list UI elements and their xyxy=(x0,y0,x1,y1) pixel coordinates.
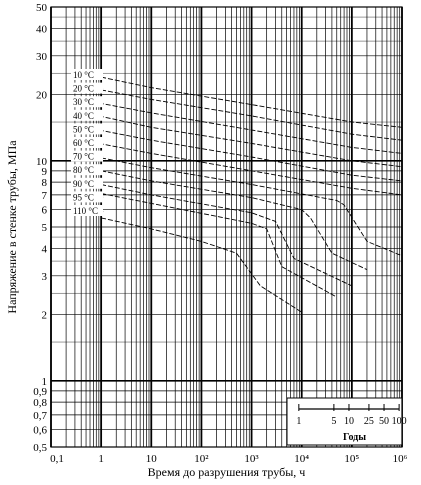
y-tick-label: 40 xyxy=(36,23,47,36)
years-tick-label: 10 xyxy=(343,416,354,427)
y-tick-label: 4 xyxy=(41,243,47,256)
series-line xyxy=(99,116,402,167)
x-axis-title: Время до разрушения трубы, ч xyxy=(147,465,306,479)
years-scale xyxy=(287,398,407,445)
y-tick-label: 50 xyxy=(36,2,47,14)
x-tick-label: 10 xyxy=(145,453,157,465)
grid xyxy=(51,7,402,447)
y-tick-label: 6 xyxy=(41,204,47,217)
y-axis-title: Напряжение в стенке трубы, МПа xyxy=(5,140,19,314)
series-label: 40 °C xyxy=(73,110,94,121)
series-label: 60 °C xyxy=(73,138,94,148)
series-label: 10 °C xyxy=(73,70,94,80)
x-tick-label: 10⁴ xyxy=(294,453,310,465)
y-tick-label: 0,9 xyxy=(33,385,47,398)
series-label: 50 °C xyxy=(73,124,94,135)
series-label: 30 °C xyxy=(73,97,94,108)
x-tick-label: 10⁵ xyxy=(344,453,360,465)
x-tick-label: 1 xyxy=(98,453,104,465)
series-line xyxy=(99,143,402,195)
x-tick-label: 10² xyxy=(194,453,209,465)
y-tick-label: 5 xyxy=(41,222,47,234)
x-tick-label: 0,1 xyxy=(50,453,64,465)
years-tick-label: 5 xyxy=(331,416,337,427)
series-label: 70 °C xyxy=(73,151,94,162)
y-tick-label: 7 xyxy=(41,189,47,202)
y-tick-label: 1 xyxy=(41,375,47,388)
y-tick-label: 10 xyxy=(36,155,47,168)
y-tick-label: 0,7 xyxy=(33,409,47,422)
series-label: 95 °C xyxy=(73,192,94,203)
x-tick-label: 10⁶ xyxy=(392,453,408,465)
series-line xyxy=(99,103,402,153)
y-tick-label: 20 xyxy=(36,89,47,102)
y-tick-label: 0,6 xyxy=(33,424,47,437)
series-label: 90 °C xyxy=(73,178,94,189)
y-tick-label: 2 xyxy=(41,309,47,322)
y-tick-label: 0,5 xyxy=(33,442,47,454)
series-label: 110 °C xyxy=(73,206,99,216)
years-title: Годы xyxy=(342,432,367,443)
y-tick-label: 9 xyxy=(41,165,47,178)
years-tick-label: 50 xyxy=(379,416,390,427)
series-line xyxy=(101,185,352,286)
years-tick-label: 1 xyxy=(296,416,302,427)
y-tick-label: 8 xyxy=(41,177,47,190)
series-line xyxy=(99,130,402,181)
years-tick-label: 100 xyxy=(391,416,407,427)
x-tick-label: 10³ xyxy=(244,453,259,465)
temperature-labels xyxy=(71,69,103,218)
years-tick-label: 25 xyxy=(363,416,374,427)
y-tick-label: 0,8 xyxy=(33,397,47,410)
series-label: 20 °C xyxy=(73,83,94,94)
y-tick-label: 3 xyxy=(41,270,47,283)
series-label: 80 °C xyxy=(73,165,94,176)
y-tick-label: 30 xyxy=(36,50,47,63)
